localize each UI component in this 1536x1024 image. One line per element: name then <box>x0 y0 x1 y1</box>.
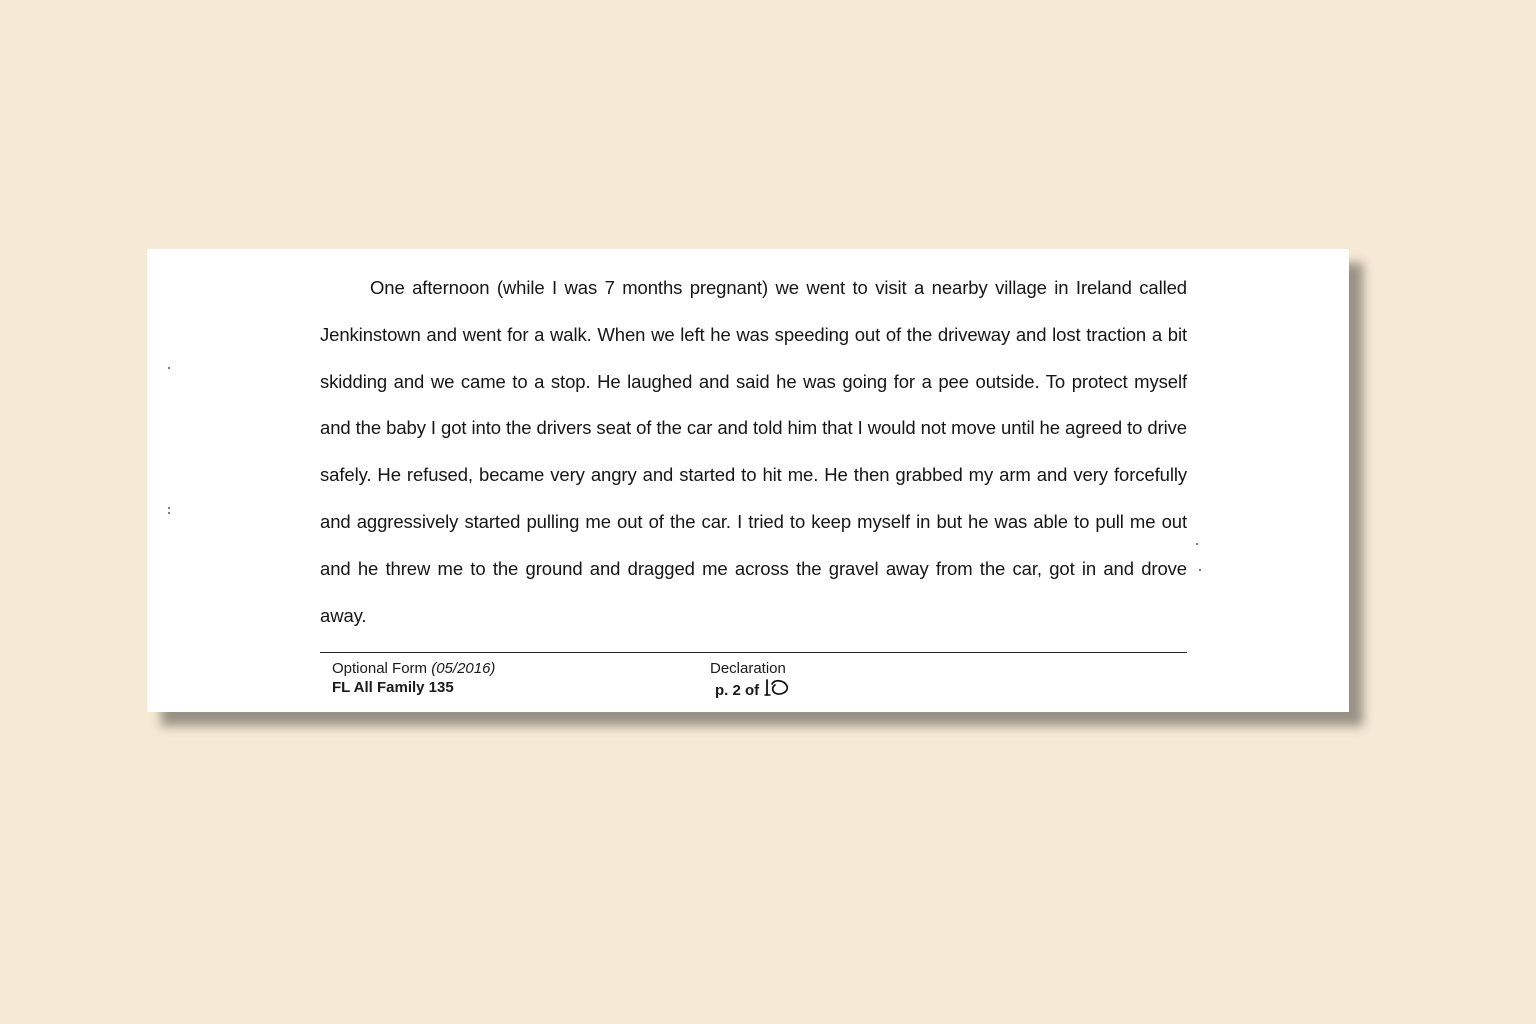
footer-rule <box>320 652 1187 653</box>
form-number: FL All Family 135 <box>332 679 454 696</box>
footer-form-info <box>332 659 495 697</box>
page-number-line <box>715 678 790 700</box>
form-label-line <box>332 659 495 678</box>
form-label: Optional Form <box>332 660 428 677</box>
scan-speck <box>168 507 170 509</box>
form-date: (05/2016) <box>431 660 496 677</box>
footer-doc-info <box>710 659 790 700</box>
doc-title: Declaration <box>710 660 786 677</box>
document-page <box>147 249 1349 712</box>
scan-speck <box>168 512 170 514</box>
handwritten-page-total <box>764 678 790 698</box>
page-label: p. 2 of <box>715 682 760 699</box>
declaration-paragraph: One afternoon (while I was 7 months pregnant) we went to visit a nearby village in Ireland called Jenkinstown and went for a walk. When we left he was speeding out of the driveway and lost traction a bit skidding and we came to a stop. He laughed and said he was going for a pee outside. To protect myself and the baby I got into the drivers seat of the car and told him that I would not move until he agreed to drive safely. He refused, became very angry and started to hit me. He then grabbed my arm and very forcefully and aggressively started pulling me out of the car. I tried to keep myself in but he was able to pull me out and he threw me to the ground and dragged me across the gravel away from the car, got in and drove away. <box>320 277 1187 626</box>
scan-speck <box>1196 543 1198 545</box>
scan-speck <box>168 367 170 369</box>
scan-speck <box>1199 569 1201 571</box>
